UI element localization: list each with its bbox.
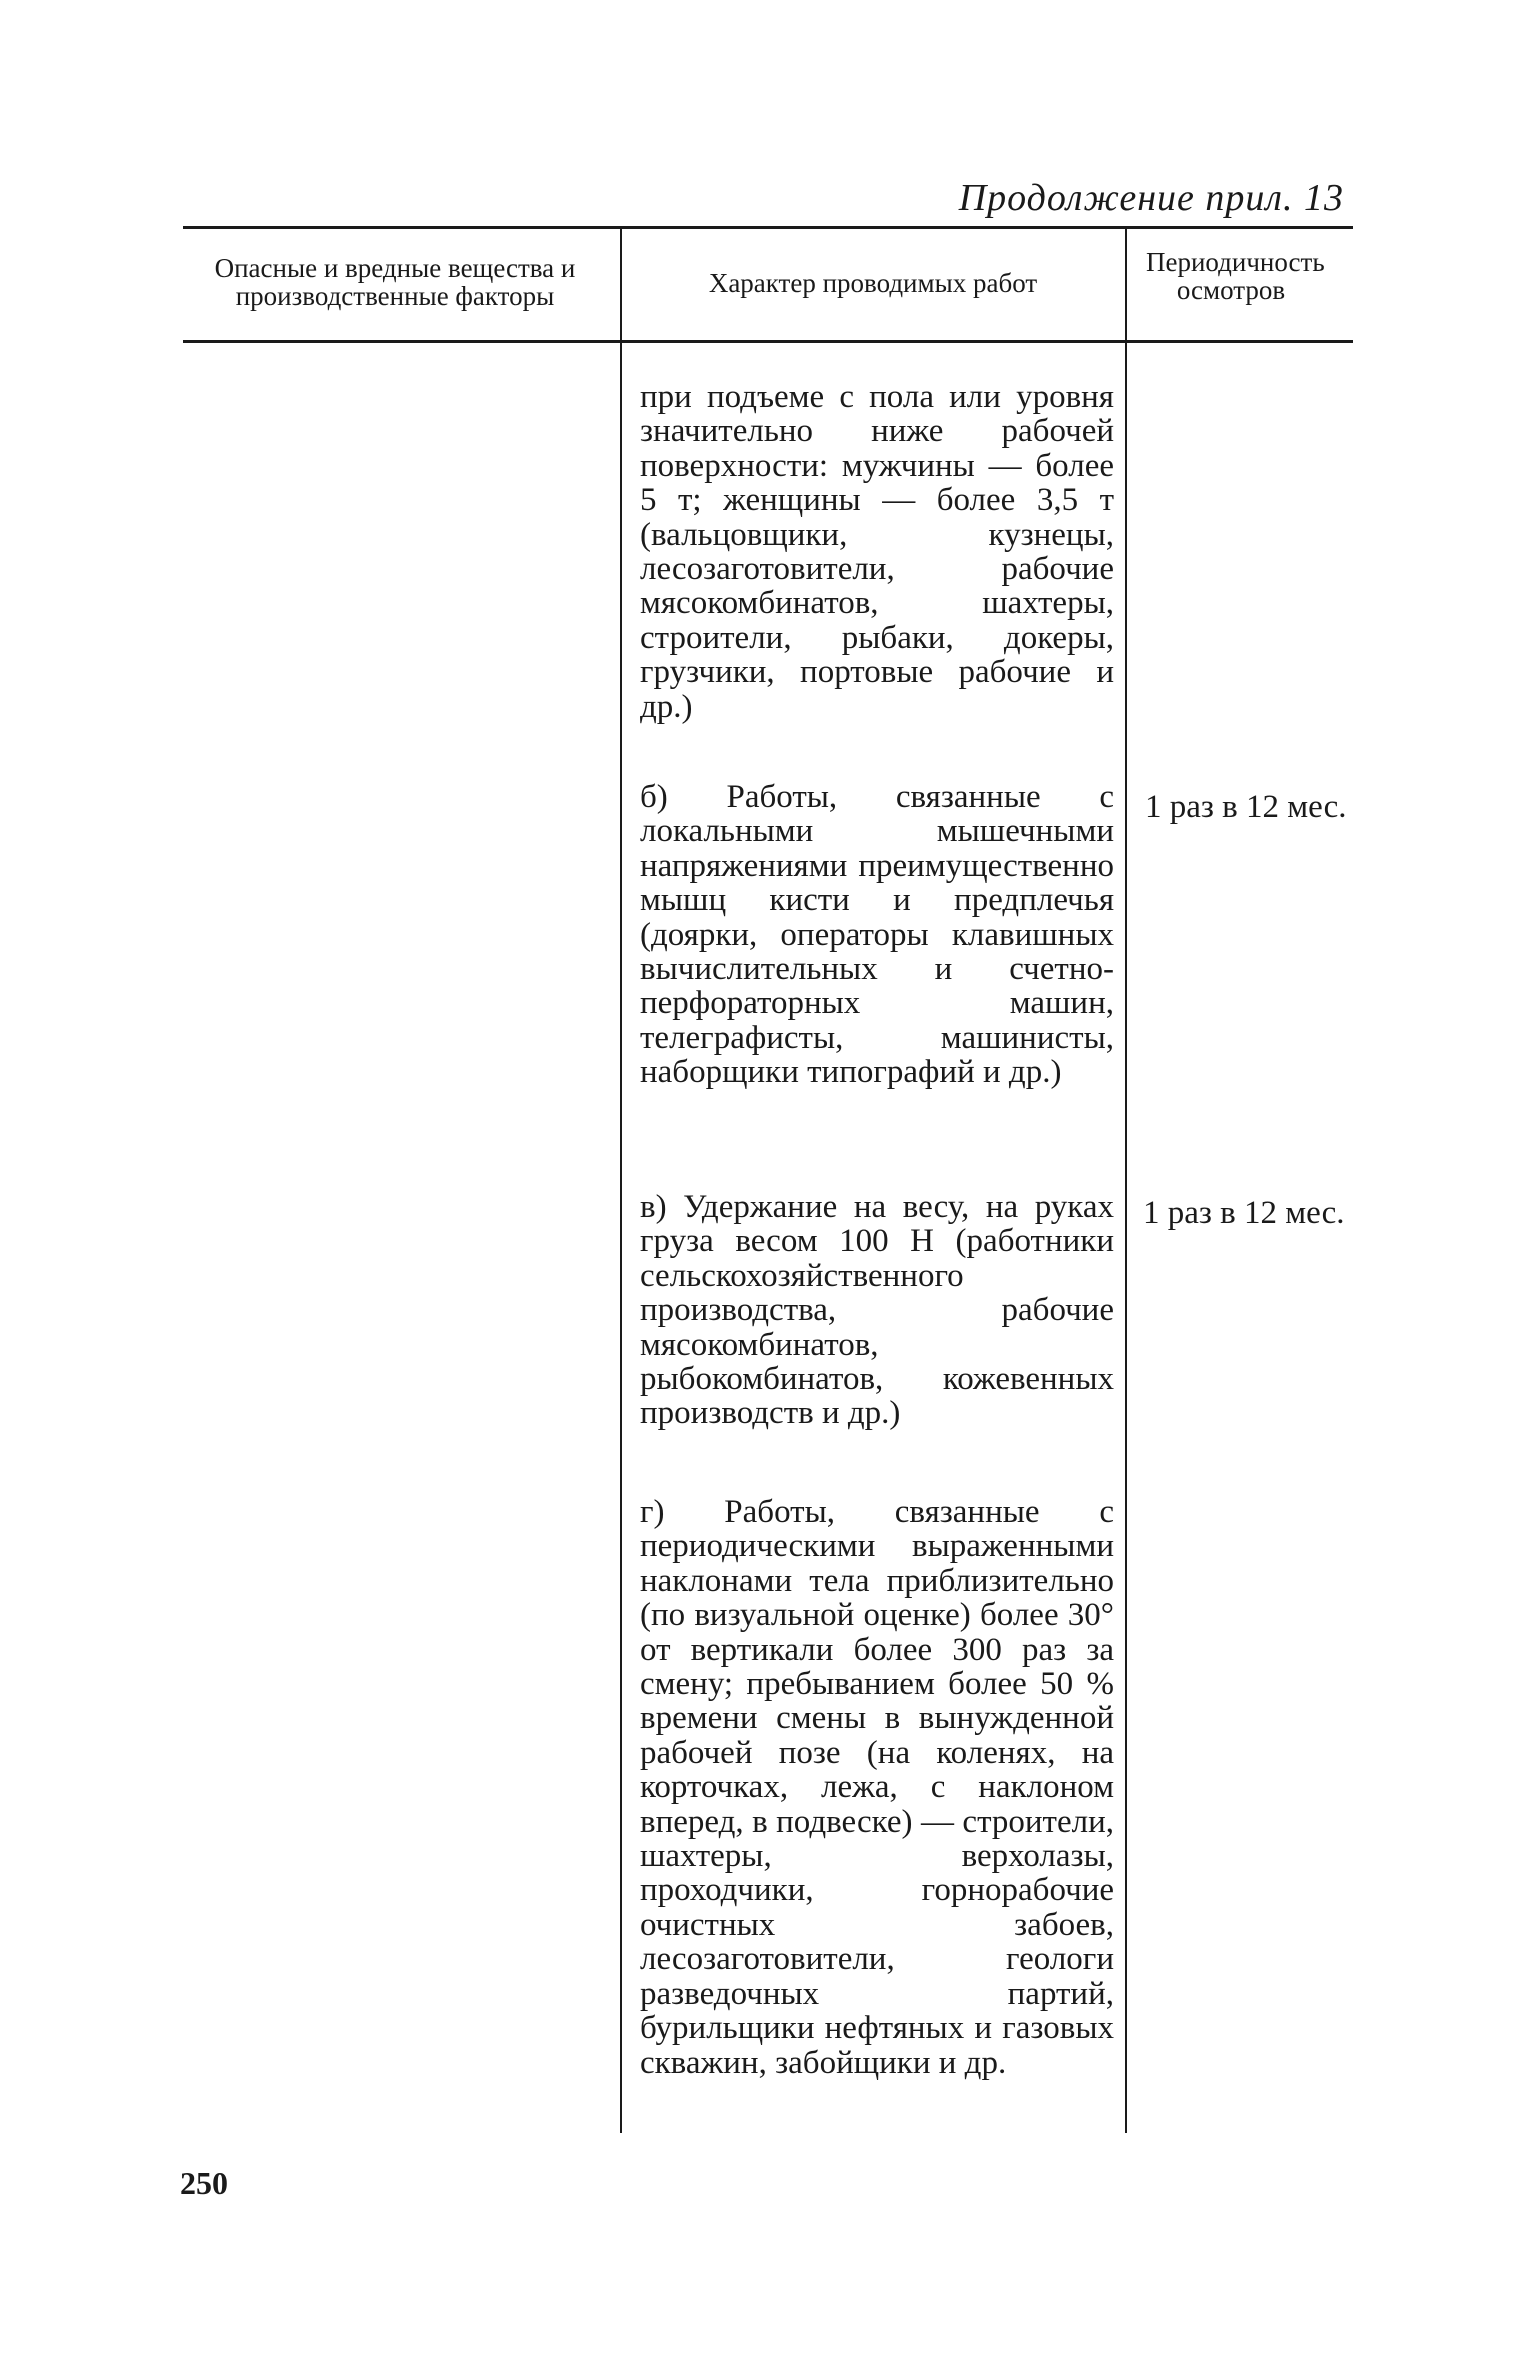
periodicity-cell-row-2: 1 раз в 12 мес. (1145, 789, 1347, 825)
column-divider-2 (1125, 228, 1127, 2133)
column-header-periodicity: Периодичность осмотров (1146, 247, 1325, 305)
page-number: 250 (180, 2165, 228, 2201)
continuation-caption: Продолжение прил. 13 (958, 177, 1344, 219)
periodicity-cell-row-3: 1 раз в 12 мес. (1143, 1195, 1345, 1231)
column-header-work: Характер проводимых работ (708, 268, 1038, 298)
work-cell-row-3: в) Удержание на весу, на руках груза весом 100 Н (работники сельскохозяйственного производства, рабочие мясокомбинатов, рыбокомбинатов, кожевенных производств и др.) (640, 1189, 1114, 1432)
work-cell-row-2: б) Работы, связанные с локальными мышечными напряжениями преимущественно мышц кисти и предплечья (доярки, операторы клавишных вычислительных и счетно-перфораторных машин, телеграфисты, машинисты, наборщики типографий и др.) (640, 779, 1114, 1091)
work-cell-row-4: г) Работы, связанные с периодическими выраженными наклонами тела приблизительно (по визуальной оценке) более 30° от вертикали более 300 раз за смену; пребыванием более 50 % времени смены в вынужденной рабочей позе (на коленях, на корточках, лежа, с наклоном вперед, в подвеске) — строители, шахтеры, верхолазы, проходчики, горнорабочие очистных забоев, лесозаготовители, геологи разведочных партий, бурильщики нефтяных и газовых скважин, забойщики и др. (640, 1494, 1114, 2081)
column-header-factors: Опасные и вредные вещества и производственные факторы (214, 253, 576, 311)
table-top-rule (183, 226, 1353, 229)
header-bottom-rule (183, 340, 1353, 343)
work-cell-row-1: при подъеме с пола или уровня значительно ниже рабочей поверхности: мужчины — более 5 т; женщины — более 3,5 т (вальцовщики, кузнецы, лесозаготовители, рабочие мясокомбинатов, шахтеры, строители, рыбаки, докеры, грузчики, портовые рабочие и др.) (640, 379, 1114, 725)
column-divider-1 (620, 228, 622, 2133)
